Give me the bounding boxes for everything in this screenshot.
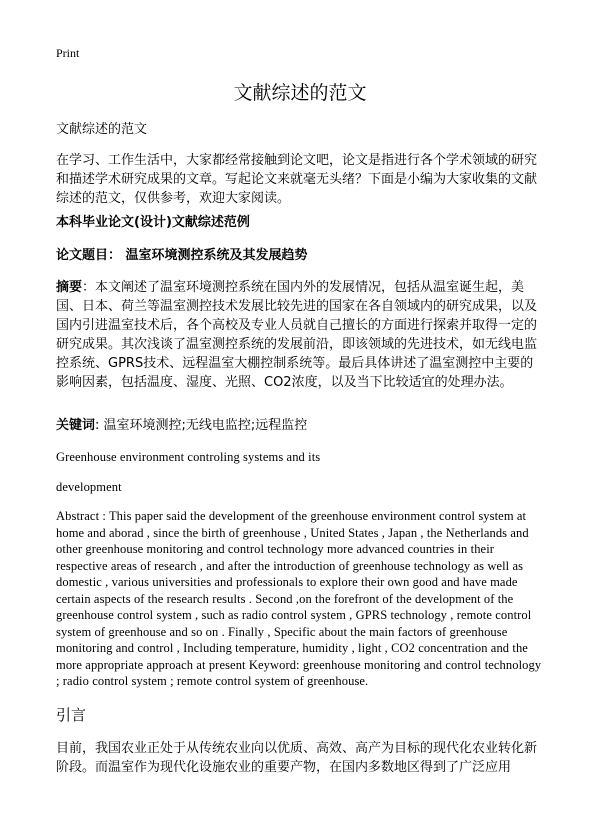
abstract-label: 摘要 xyxy=(56,280,83,295)
english-title-line-2: development xyxy=(56,480,122,494)
keywords-line xyxy=(56,416,546,435)
english-title-line-1: Greenhouse environment controling systems and its xyxy=(56,450,321,464)
print-label: Print xyxy=(56,46,80,60)
intro-heading: 引言 xyxy=(56,706,87,724)
english-abstract: Abstract : This paper said the development of the greenhouse environment control system at home and aborad , since the birth of greenhouse , United States , Japan , the Netherlands and other greenhouse monitoring and control technology more advanced countries in their respective areas of research , and after the introduction of greenhouse technology as well as domestic , various universities and professionals to explore their own good and have made certain aspects of the research results . Second ,on the forefront of the development of the greenhouse control system , such as radio control system , GPRS technology , remote control system of greenhouse and so on . Finally , Specific about the main factors of greenhouse monitoring and control , Including temperature, humidity , light , CO2 concentration and the more appropriate approach at present Keyword: greenhouse monitoring and control technology ; radio control system ; remote control system of greenhouse. xyxy=(56,509,542,688)
subtitle: 文献综述的范文 xyxy=(56,122,148,137)
abstract-paragraph xyxy=(56,278,546,392)
page-title: 文献综述的范文 xyxy=(233,82,367,104)
intro-paragraph: 在学习、工作生活中，大家都经常接触到论文吧，论文是指进行各个学术领域的研究和描述学术研究成果的文章。写起论文来就毫无头绪？下面是小编为大家收集的文献综述的范文，仅供参考，欢迎大家阅读。 xyxy=(56,153,538,206)
keywords-label: 关键词 xyxy=(56,418,96,433)
keywords-text: : 温室环境测控;无线电监控;远程监控 xyxy=(95,418,308,433)
section-title: 本科毕业论文(设计)文献综述范例 xyxy=(56,215,250,230)
paper-topic xyxy=(56,246,546,265)
topic-label: 论文题目： xyxy=(56,248,122,263)
abstract-text: ：本文阐述了温室环境测控系统在国内外的发展情况，包括从温室诞生起，美国、日本、荷兰等温室测控技术发展比较先进的国家在各自领域内的研究成果，以及国内引进温室技术后，各个高校及专业人员就自己擅长的方面进行探索并取得一定的研究成果。其次浅谈了温室测控系统的发展前沿，即该领域的先进技术，如无线电监控系统、GPRS技术、远程温室大棚控制系统等。最后具体讲述了温室测控中主要的影响因素，包括温度、湿度、光照、CO2浓度，以及当下比较适宜的处理办法。 xyxy=(56,280,538,390)
intro-body: 目前，我国农业正处于从传统农业向以优质、高效、高产为目标的现代化农业转化新阶段。而温室作为现代化设施农业的重要产物，在国内多数地区得到了广泛应用 xyxy=(56,741,538,775)
topic-value: 温室环境测控系统及其发展趋势 xyxy=(125,248,308,263)
